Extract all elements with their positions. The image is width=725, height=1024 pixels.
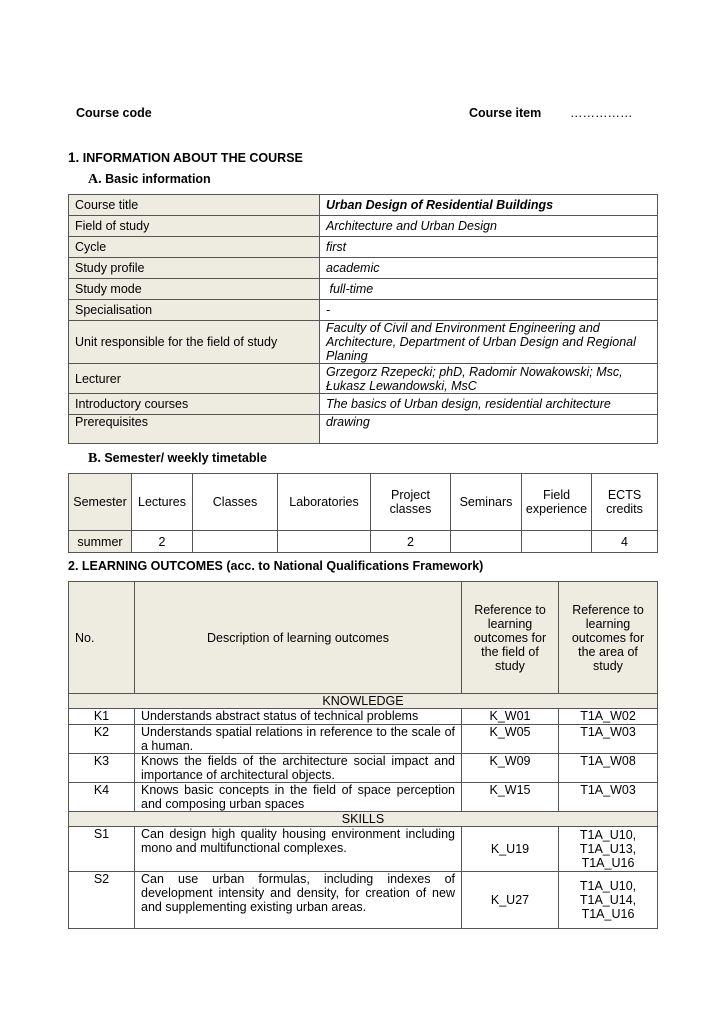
basic-info-label: Introductory courses	[69, 394, 320, 415]
basic-info-value: Urban Design of Residential Buildings	[320, 195, 658, 216]
outcome-no: K4	[69, 783, 135, 812]
timetable-header: Field experience	[522, 474, 592, 531]
timetable-header: Seminars	[451, 474, 522, 531]
timetable-header: Project classes	[371, 474, 451, 531]
timetable-header: Semester	[69, 474, 132, 531]
basic-info-value: The basics of Urban design, residential architecture	[320, 394, 658, 415]
basic-info-value: academic	[320, 258, 658, 279]
section1-title: INFORMATION ABOUT THE COURSE	[82, 151, 303, 165]
basic-info-table	[68, 194, 658, 444]
outcome-no: S1	[69, 827, 135, 872]
outcome-desc: Can use urban formulas, including indexes of development intensity and density, for creation of new and supplementing existing urban areas.	[135, 872, 462, 929]
header-ref-area: Reference to learning outcomes for the area of study	[559, 582, 658, 694]
section2-title: 2. LEARNING OUTCOMES (acc. to National Qualifications Framework)	[68, 559, 484, 573]
basic-info-row	[69, 364, 658, 394]
basic-info-row	[69, 258, 658, 279]
outcome-row	[69, 872, 658, 929]
basic-info-label: Study mode	[69, 279, 320, 300]
timetable-cell	[193, 531, 278, 553]
basic-info-value: drawing	[320, 415, 658, 444]
outcome-desc: Understands abstract status of technical problems	[135, 709, 462, 725]
skills-label: SKILLS	[69, 812, 658, 827]
outcome-no: S2	[69, 872, 135, 929]
subsection-a-heading	[88, 172, 211, 188]
outcome-field-ref: K_W05	[462, 725, 559, 754]
timetable-cell: 2	[132, 531, 193, 553]
outcome-area-ref: T1A_W02	[559, 709, 658, 725]
subsection-b-letter: B.	[88, 451, 101, 466]
basic-info-value: Architecture and Urban Design	[320, 216, 658, 237]
timetable	[68, 473, 658, 553]
outcome-row	[69, 754, 658, 783]
basic-info-label: Prerequisites	[69, 415, 320, 444]
timetable-header-row	[69, 474, 658, 531]
outcome-row	[69, 725, 658, 754]
basic-info-row	[69, 279, 658, 300]
timetable-cell: 2	[371, 531, 451, 553]
basic-info-label: Lecturer	[69, 364, 320, 394]
course-item-label: Course item	[469, 106, 542, 120]
outcome-row	[69, 709, 658, 725]
timetable-cell	[451, 531, 522, 553]
basic-info-label: Study profile	[69, 258, 320, 279]
basic-info-label: Specialisation	[69, 300, 320, 321]
subsection-b-title: Semester/ weekly timetable	[104, 451, 267, 465]
section1-heading	[68, 150, 303, 165]
basic-info-value: Grzegorz Rzepecki; phD, Radomir Nowakowski; Msc, Łukasz Lewandowski, MsC	[320, 364, 658, 394]
outcome-desc: Knows basic concepts in the field of space perception and composing urban spaces	[135, 783, 462, 812]
basic-info-row	[69, 237, 658, 258]
subsection-b-heading	[88, 451, 267, 467]
basic-info-value: -	[320, 300, 658, 321]
basic-info-label: Unit responsible for the field of study	[69, 321, 320, 364]
timetable-header: Lectures	[132, 474, 193, 531]
outcome-desc: Knows the fields of the architecture social impact and importance of architectural objects.	[135, 754, 462, 783]
learning-outcomes-table	[68, 581, 658, 929]
outcome-area-ref: T1A_U10, T1A_U13, T1A_U16	[559, 827, 658, 872]
basic-info-value: full-time	[320, 279, 658, 300]
outcome-area-ref: T1A_W03	[559, 783, 658, 812]
outcome-field-ref: K_W01	[462, 709, 559, 725]
header-no: No.	[69, 582, 135, 694]
basic-info-label: Field of study	[69, 216, 320, 237]
outcome-area-ref: T1A_W08	[559, 754, 658, 783]
outcome-field-ref: K_W15	[462, 783, 559, 812]
outcome-no: K1	[69, 709, 135, 725]
basic-info-value: Faculty of Civil and Environment Engineering and Architecture, Department of Urban Design and Regional Planing	[320, 321, 658, 364]
basic-info-row	[69, 216, 658, 237]
skills-section-row	[69, 812, 658, 827]
basic-info-row	[69, 195, 658, 216]
knowledge-section-row	[69, 694, 658, 709]
outcome-row	[69, 827, 658, 872]
basic-info-label: Course title	[69, 195, 320, 216]
timetable-header: Classes	[193, 474, 278, 531]
outcome-field-ref: K_U19	[462, 827, 559, 872]
outcome-area-ref: T1A_U10, T1A_U14, T1A_U16	[559, 872, 658, 929]
timetable-row	[69, 531, 658, 553]
outcome-area-ref: T1A_W03	[559, 725, 658, 754]
basic-info-label: Cycle	[69, 237, 320, 258]
outcome-desc: Can design high quality housing environment including mono and multifunctional complexes.	[135, 827, 462, 872]
timetable-cell	[278, 531, 371, 553]
header-description: Description of learning outcomes	[135, 582, 462, 694]
knowledge-label: KNOWLEDGE	[69, 694, 658, 709]
basic-info-row	[69, 394, 658, 415]
outcome-field-ref: K_W09	[462, 754, 559, 783]
header-ref-field: Reference to learning outcomes for the field of study	[462, 582, 559, 694]
basic-info-row	[69, 300, 658, 321]
subsection-a-title: Basic information	[105, 172, 211, 186]
timetable-cell: 4	[592, 531, 658, 553]
subsection-a-letter: A.	[88, 172, 102, 187]
outcome-no: K3	[69, 754, 135, 783]
timetable-header: Laboratories	[278, 474, 371, 531]
outcome-field-ref: K_U27	[462, 872, 559, 929]
outcome-no: K2	[69, 725, 135, 754]
section1-number: 1.	[68, 150, 80, 165]
basic-info-value: first	[320, 237, 658, 258]
basic-info-row	[69, 415, 658, 444]
course-item-value: ……………	[570, 106, 633, 120]
outcome-row	[69, 783, 658, 812]
course-code-label: Course code	[76, 106, 152, 120]
timetable-cell: summer	[69, 531, 132, 553]
timetable-header: ECTS credits	[592, 474, 658, 531]
outcomes-header-row	[69, 582, 658, 694]
timetable-cell	[522, 531, 592, 553]
outcome-desc: Understands spatial relations in reference to the scale of a human.	[135, 725, 462, 754]
basic-info-row	[69, 321, 658, 364]
